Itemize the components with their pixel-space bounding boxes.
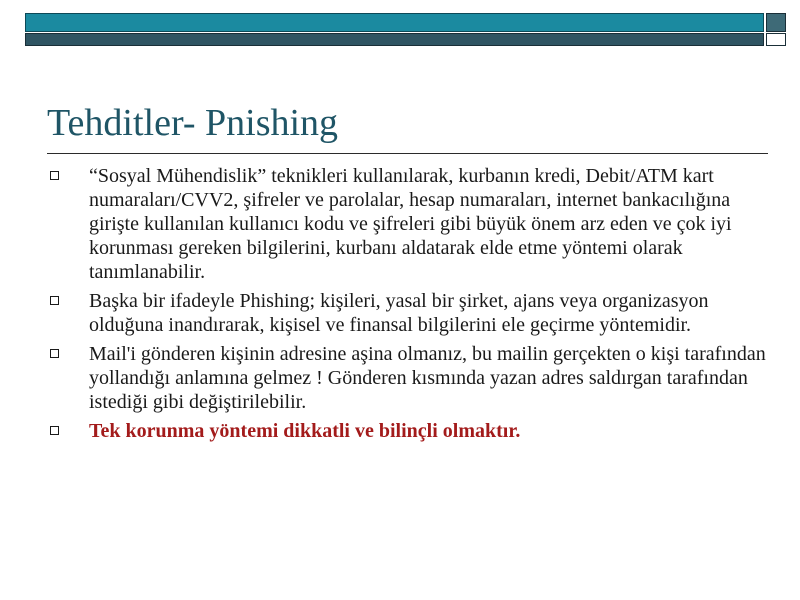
bullet-list — [47, 164, 767, 448]
bullet-item — [47, 289, 767, 337]
bullet-item-highlight — [47, 419, 767, 443]
bullet-text: “Sosyal Mühendislik” teknikleri kullanılarak, kurbanın kredi, Debit/ATM kart numaraları/CVV2, şifreler ve parolalar, hesap numaraları, internet bankacılığına girişte kullanılan kullanıcı kodu ve şifreleri gibi büyük önem arz eden ve çok iyi korunması gereken bilgilerini, kurbanı aldatarak elde etme yöntemi olarak tanımlanabilir. — [89, 165, 732, 283]
bullet-text-highlight: Tek korunma yöntemi dikkatli ve bilinçli olmaktır. — [89, 420, 521, 442]
bullet-item — [47, 342, 767, 414]
header-corner-block-top — [766, 13, 786, 32]
slide-title: Tehditler- Pnishing — [47, 102, 339, 144]
bullet-text: Mail'i gönderen kişinin adresine aşina olmanız, bu mailin gerçekten o kişi tarafından yollandığı anlamına gelmez ! Gönderen kısmında yazan adres saldırgan tarafından istediği gibi değiştirilebilir. — [89, 343, 766, 413]
bullet-text: Başka bir ifadeyle Phishing; kişileri, yasal bir şirket, ajans veya organizasyon olduğuna inandırarak, kişisel ve finansal bilgilerini ele geçirme yöntemidir. — [89, 290, 709, 336]
square-bullet-icon — [50, 426, 59, 435]
header-banner-dark — [25, 33, 764, 46]
square-bullet-icon — [50, 296, 59, 305]
header-banner-teal — [25, 13, 764, 32]
bullet-item — [47, 164, 767, 284]
square-bullet-icon — [50, 349, 59, 358]
header-corner-block-bottom — [766, 33, 786, 46]
title-divider — [47, 153, 768, 154]
square-bullet-icon — [50, 171, 59, 180]
